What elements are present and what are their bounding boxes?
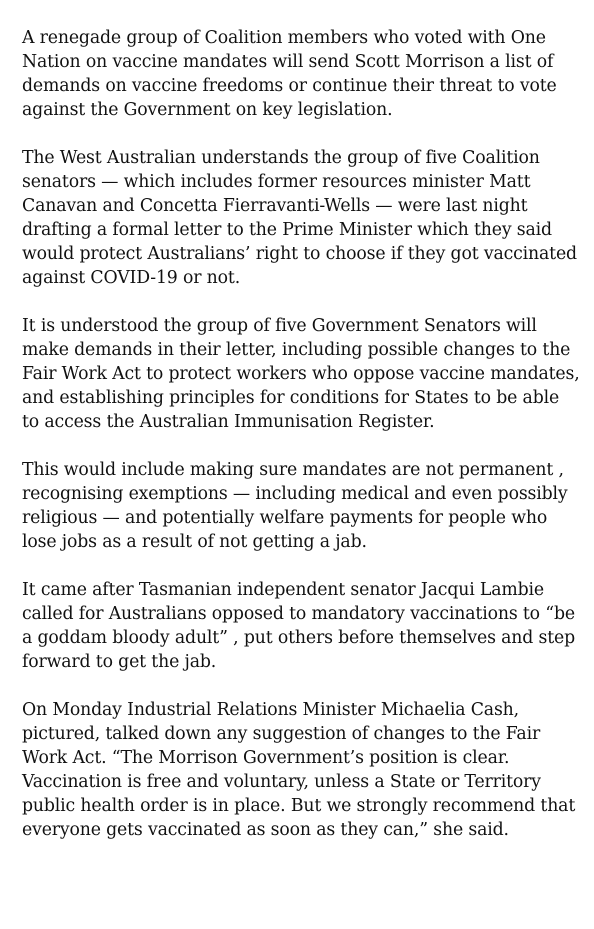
article-paragraph-4: This would include making sure mandates are not permanent , recognising exemptions — including medical and even possibly religious — and potentially welfare payments for people who lose jobs as a result of not getting a jab. [22,460,568,552]
article-paragraph-6: On Monday Industrial Relations Minister Michaelia Cash, pictured, talked down any suggestion of changes to the Fair Work Act. “The Morrison Government’s position is clear. Vaccination is free and voluntary, unless a State or Territory public health order is in place. But we strongly recommend that everyone gets vaccinated as soon as they can,” she said. [22,700,576,840]
article-paragraph-3: It is understood the group of five Government Senators will make demands in their letter, including possible changes to the Fair Work Act to protect workers who oppose vaccine mandates, and establishing principles for conditions for States to be able to access the Australian Immunisation Register. [22,316,580,432]
article-paragraph-5: It came after Tasmanian independent senator Jacqui Lambie called for Australians opposed to mandatory vaccinations to “be a goddam bloody adult” , put others before themselves and step forward to get the jab. [22,580,576,672]
article-paragraph-1: A renegade group of Coalition members who voted with One Nation on vaccine mandates will send Scott Morrison a list of demands on vaccine freedoms or continue their threat to vote against the Government on key legislation. [22,28,557,120]
article-paragraph-2: The West Australian understands the group of five Coalition senators — which includes former resources minister Matt Canavan and Concetta Fierravanti-Wells — were last night drafting a formal letter to the Prime Minister which they said would protect Australians’ right to choose if they got vaccinated against COVID-19 or not. [22,148,577,288]
